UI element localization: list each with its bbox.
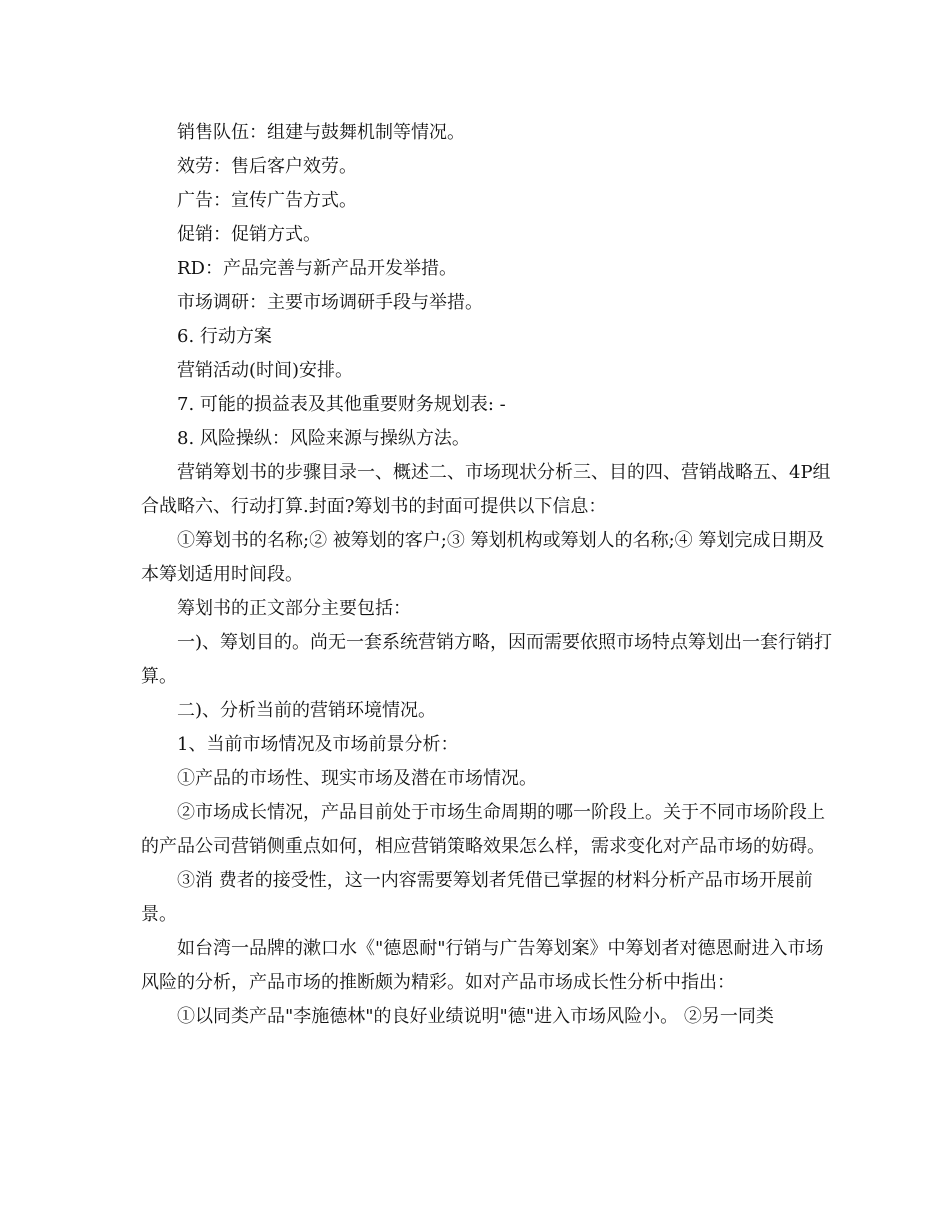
heading-action-plan: 6. 行动方案 <box>177 326 272 347</box>
paragraph-plan-purpose: 一)、筹划目的。尚无一套系统营销方略，因而需要依照市场特点筹划出一套行销打算。 <box>141 632 833 687</box>
paragraph-sales-team: 销售队伍：组建与鼓舞机制等情况。 <box>177 122 465 143</box>
paragraph-promotion: 促销：促销方式。 <box>177 224 321 245</box>
list-item-market-growth: ②市场成长情况，产品目前处于市场生命周期的哪一阶段上。关于不同市场阶段上的产品公司营销侧重点如何，相应营销策略效果怎么样，需求变化对产品市场的妨碍。 <box>141 802 825 857</box>
heading-risk-control: 8. 风险操纵：风险来源与操纵方法。 <box>177 428 470 449</box>
paragraph-advertising: 广告：宣传广告方式。 <box>177 190 357 211</box>
document-body <box>141 116 835 1034</box>
paragraph-market-outlook: 1、当前市场情况及市场前景分析： <box>177 734 459 755</box>
paragraph-service: 效劳：售后客户效劳。 <box>177 156 357 177</box>
paragraph-case-points: ①以同类产品"李施德林"的良好业绩说明"德"进入市场风险小。 ②另一同类 <box>177 1006 774 1027</box>
paragraph-environment-analysis: 二)、分析当前的营销环境情况。 <box>177 700 437 721</box>
paragraph-activity-schedule: 营销活动(时间)安排。 <box>177 360 354 381</box>
heading-financial-plan: 7. 可能的损益表及其他重要财务规划表: - <box>177 394 506 415</box>
list-item-market-status: ①产品的市场性、现实市场及潜在市场情况。 <box>177 768 537 789</box>
paragraph-body-intro: 筹划书的正文部分主要包括： <box>177 598 411 619</box>
paragraph-case-study: 如台湾一品牌的漱口水《"德恩耐"行销与广告筹划案》中筹划者对德恩耐进入市场风险的分析，产品市场的推断颇为精彩。如对产品市场成长性分析中指出： <box>141 938 824 993</box>
list-item-consumer-acceptance: ③消 费者的接受性，这一内容需要筹划者凭借已掌握的材料分析产品市场开展前景。 <box>141 870 813 925</box>
paragraph-market-research: 市场调研：主要市场调研手段与举措。 <box>177 292 483 313</box>
paragraph-plan-outline: 营销筹划书的步骤目录一、概述二、市场现状分析三、目的四、营销战略五、4P组合战略六、行动打算.封面?筹划书的封面可提供以下信息： <box>141 462 831 517</box>
paragraph-rd: RD：产品完善与新产品开发举措。 <box>177 258 457 279</box>
paragraph-cover-info: ①筹划书的名称;② 被筹划的客户;③ 筹划机构或筹划人的名称;④ 筹划完成日期及本筹划适用时间段。 <box>141 530 825 585</box>
